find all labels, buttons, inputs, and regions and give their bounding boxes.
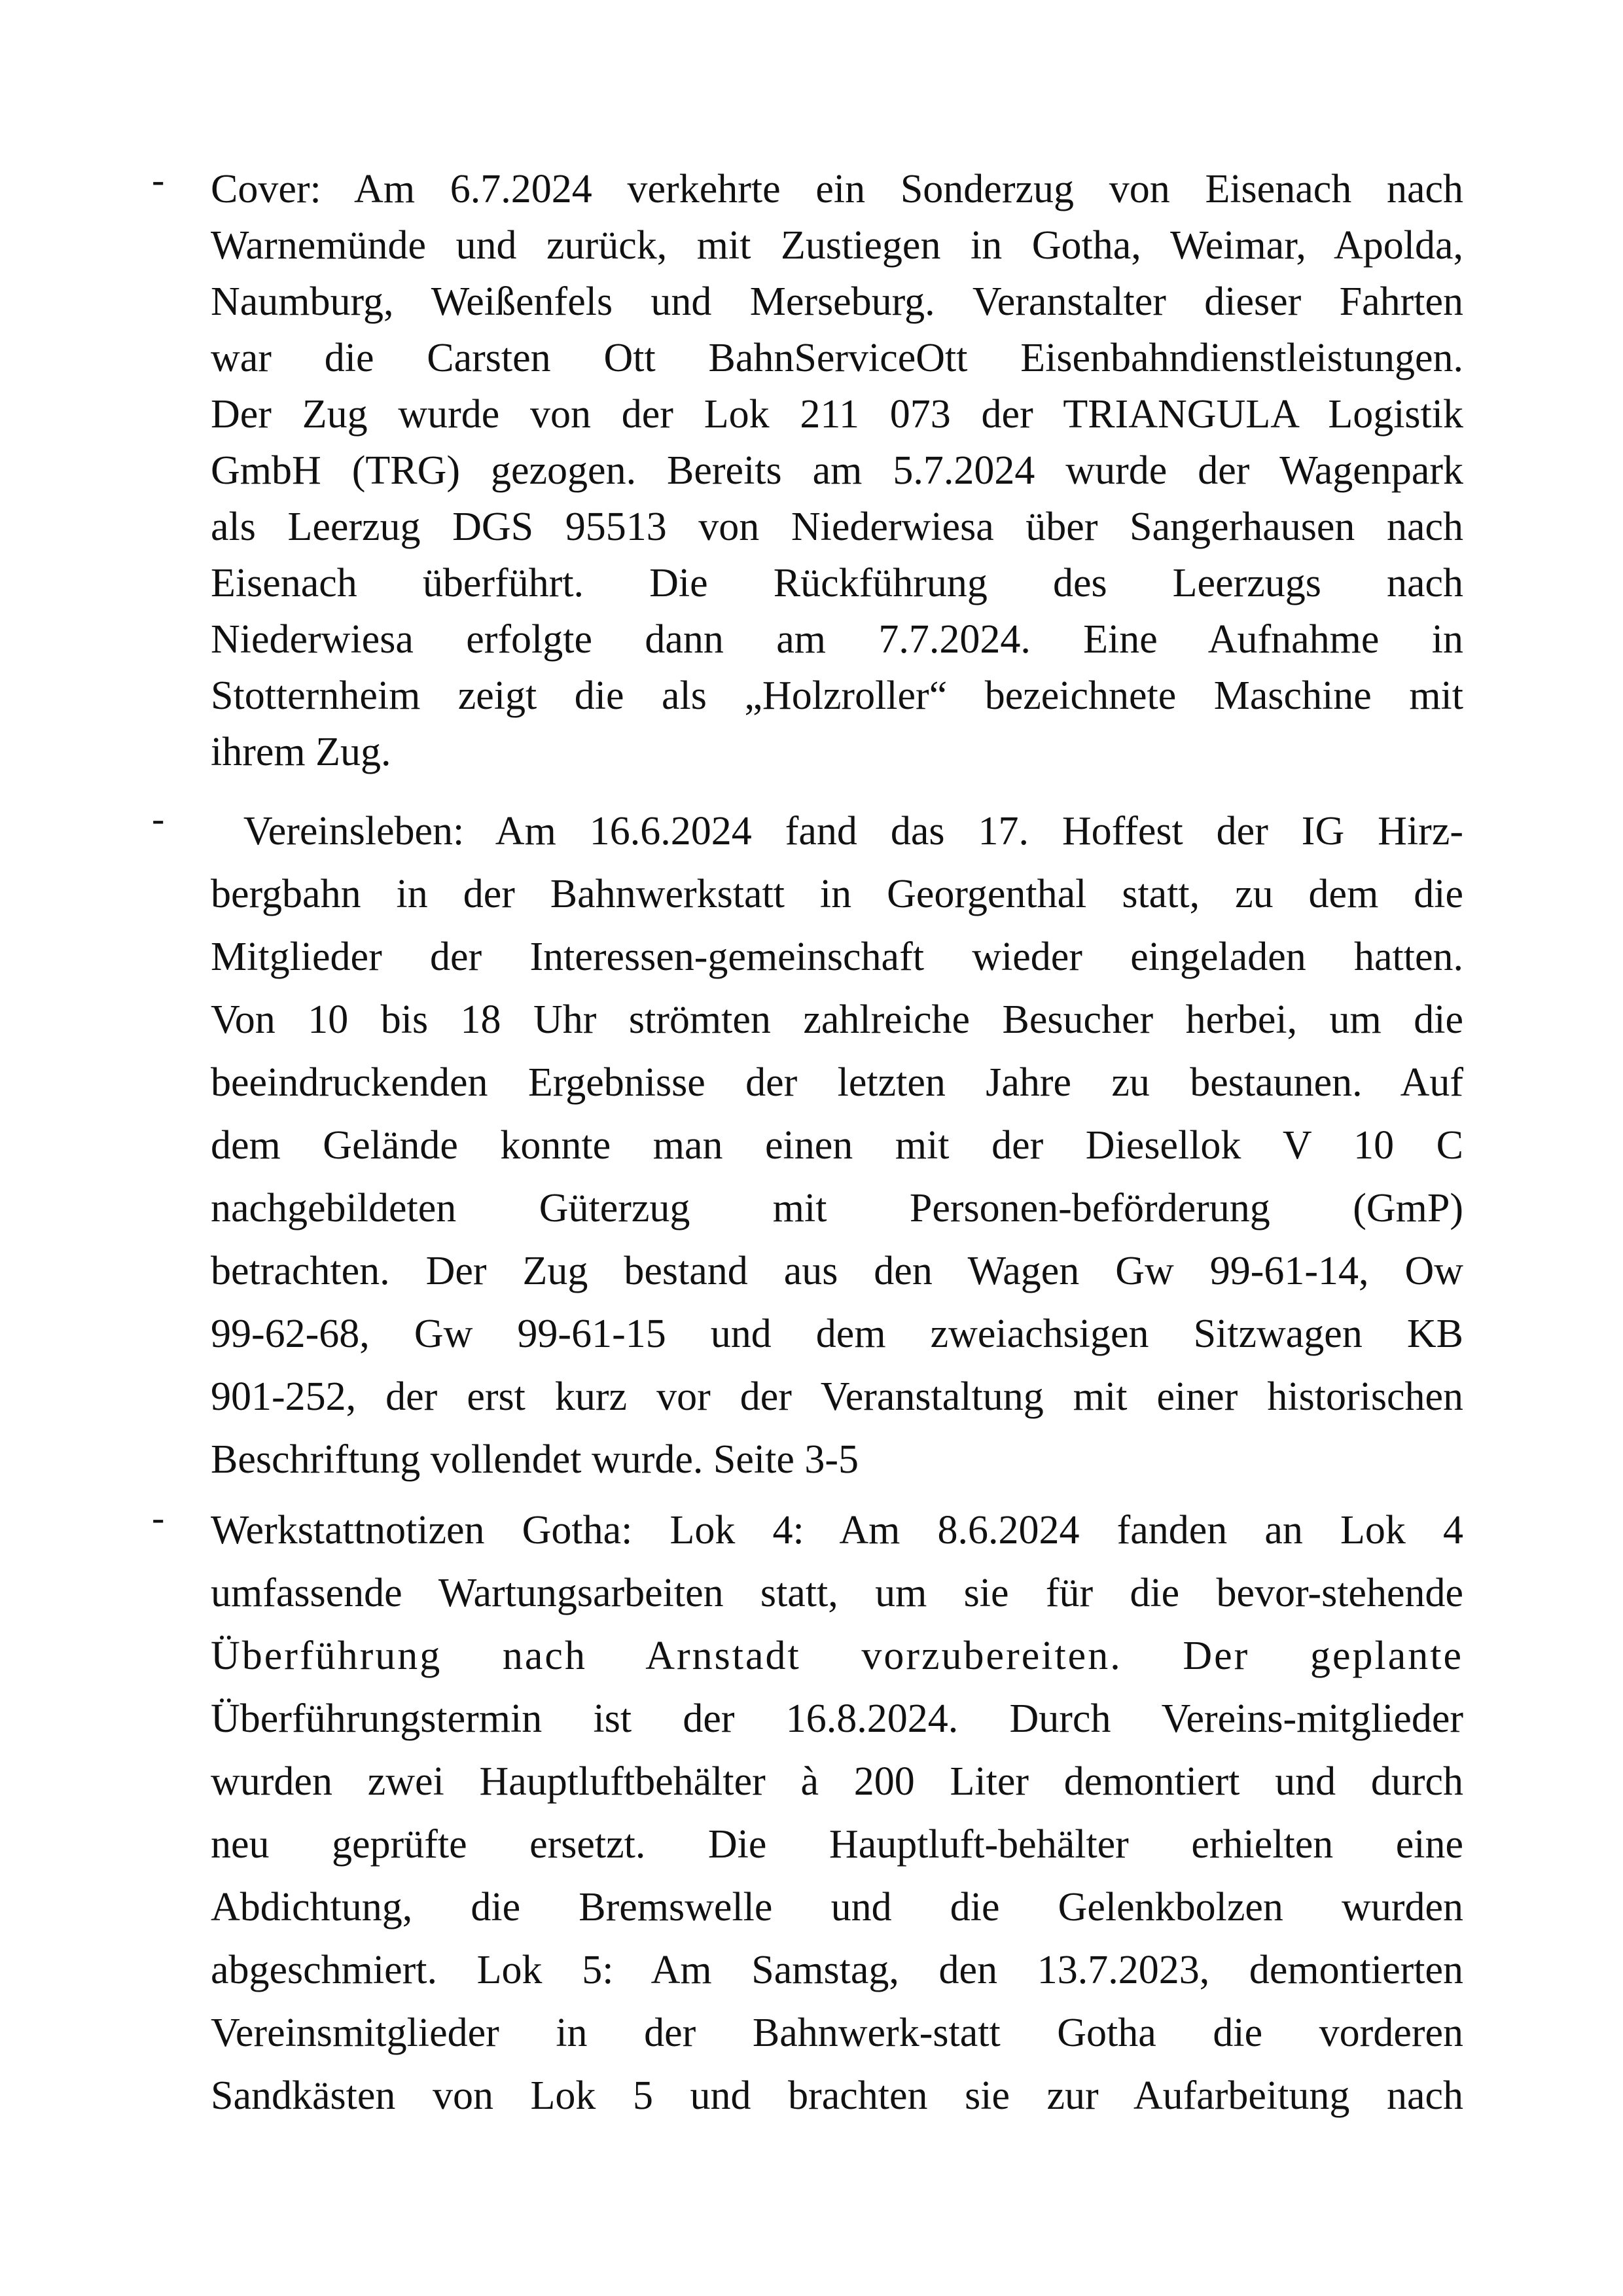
text-line: bergbahn in der Bahnwerkstatt in Georgenthal statt, zu dem die <box>211 872 1463 916</box>
text-line: Überführungstermin ist der 16.8.2024. Durch Vereins-mitglieder <box>211 1696 1463 1741</box>
bullet-dash: - <box>152 1496 165 1539</box>
text-line: ihrem Zug. <box>211 730 391 774</box>
list-item-werkstattnotizen <box>152 1496 1463 2127</box>
text-line: Vereinsleben: Am 16.6.2024 fand das 17. Hoffest der IG Hirz- <box>211 809 1463 853</box>
text-line: Sandkästen von Lok 5 und brachten sie zur Aufarbeitung nach <box>211 2073 1463 2118</box>
text-line: beeindruckenden Ergebnisse der letzten Jahre zu bestaunen. Auf <box>211 1060 1463 1105</box>
text-line: Stotternheim zeigt die als „Holzroller“ bezeichnete Maschine mit <box>211 673 1463 718</box>
text-line: Vereinsmitglieder in der Bahnwerk-statt Gotha die vorderen <box>211 2011 1463 2055</box>
text-line: Niederwiesa erfolgte dann am 7.7.2024. Eine Aufnahme in <box>211 617 1463 662</box>
text-line: Überführung nach Arnstadt vorzubereiten. Der geplante <box>211 1634 1463 1678</box>
bullet-dash: - <box>152 158 165 201</box>
list-item-vereinsleben <box>152 797 1463 1491</box>
text-line: Beschriftung vollendet wurde. Seite 3-5 <box>211 1437 859 1482</box>
list-item-cover <box>152 158 1463 780</box>
text-line: Mitglieder der Interessen-gemeinschaft wieder eingeladen hatten. <box>211 935 1463 979</box>
text-line: Der Zug wurde von der Lok 211 073 der TRIANGULA Logistik <box>211 392 1463 437</box>
text-line: neu geprüfte ersetzt. Die Hauptluft-behälter erhielten eine <box>211 1822 1463 1867</box>
bullet-dash: - <box>152 797 165 840</box>
text-line: Naumburg, Weißenfels und Merseburg. Veranstalter dieser Fahrten <box>211 279 1463 324</box>
text-line: war die Carsten Ott BahnServiceOtt Eisenbahndienstleistungen. <box>211 336 1463 380</box>
text-line: Warnemünde und zurück, mit Zustiegen in Gotha, Weimar, Apolda, <box>211 223 1463 268</box>
text-line: Eisenach überführt. Die Rückführung des Leerzugs nach <box>211 561 1463 605</box>
text-line: Abdichtung, die Bremswelle und die Gelenkbolzen wurden <box>211 1885 1463 1929</box>
text-line: wurden zwei Hauptluftbehälter à 200 Liter demontiert und durch <box>211 1759 1463 1804</box>
text-line: GmbH (TRG) gezogen. Bereits am 5.7.2024 wurde der Wagenpark <box>211 448 1463 493</box>
text-line: abgeschmiert. Lok 5: Am Samstag, den 13.7.2023, demontierten <box>211 1948 1463 1992</box>
text-line: 99-62-68, Gw 99-61-15 und dem zweiachsigen Sitzwagen KB <box>211 1312 1463 1356</box>
text-line: betrachten. Der Zug bestand aus den Wagen Gw 99-61-14, Ow <box>211 1249 1463 1293</box>
news-list <box>152 158 1463 2127</box>
text-line: dem Gelände konnte man einen mit der Diesellok V 10 C <box>211 1123 1463 1168</box>
text-line: Werkstattnotizen Gotha: Lok 4: Am 8.6.2024 fanden an Lok 4 <box>211 1508 1463 1552</box>
text-line: 901-252, der erst kurz vor der Veranstaltung mit einer historischen <box>211 1374 1463 1419</box>
text-line: Cover: Am 6.7.2024 verkehrte ein Sonderzug von Eisenach nach <box>211 167 1463 211</box>
text-line: umfassende Wartungsarbeiten statt, um sie für die bevor-stehende <box>211 1571 1463 1615</box>
text-line: als Leerzug DGS 95513 von Niederwiesa über Sangerhausen nach <box>211 505 1463 549</box>
text-line: Von 10 bis 18 Uhr strömten zahlreiche Besucher herbei, um die <box>211 997 1463 1042</box>
text-line: nachgebildeten Güterzug mit Personen-beförderung (GmP) <box>211 1186 1463 1230</box>
